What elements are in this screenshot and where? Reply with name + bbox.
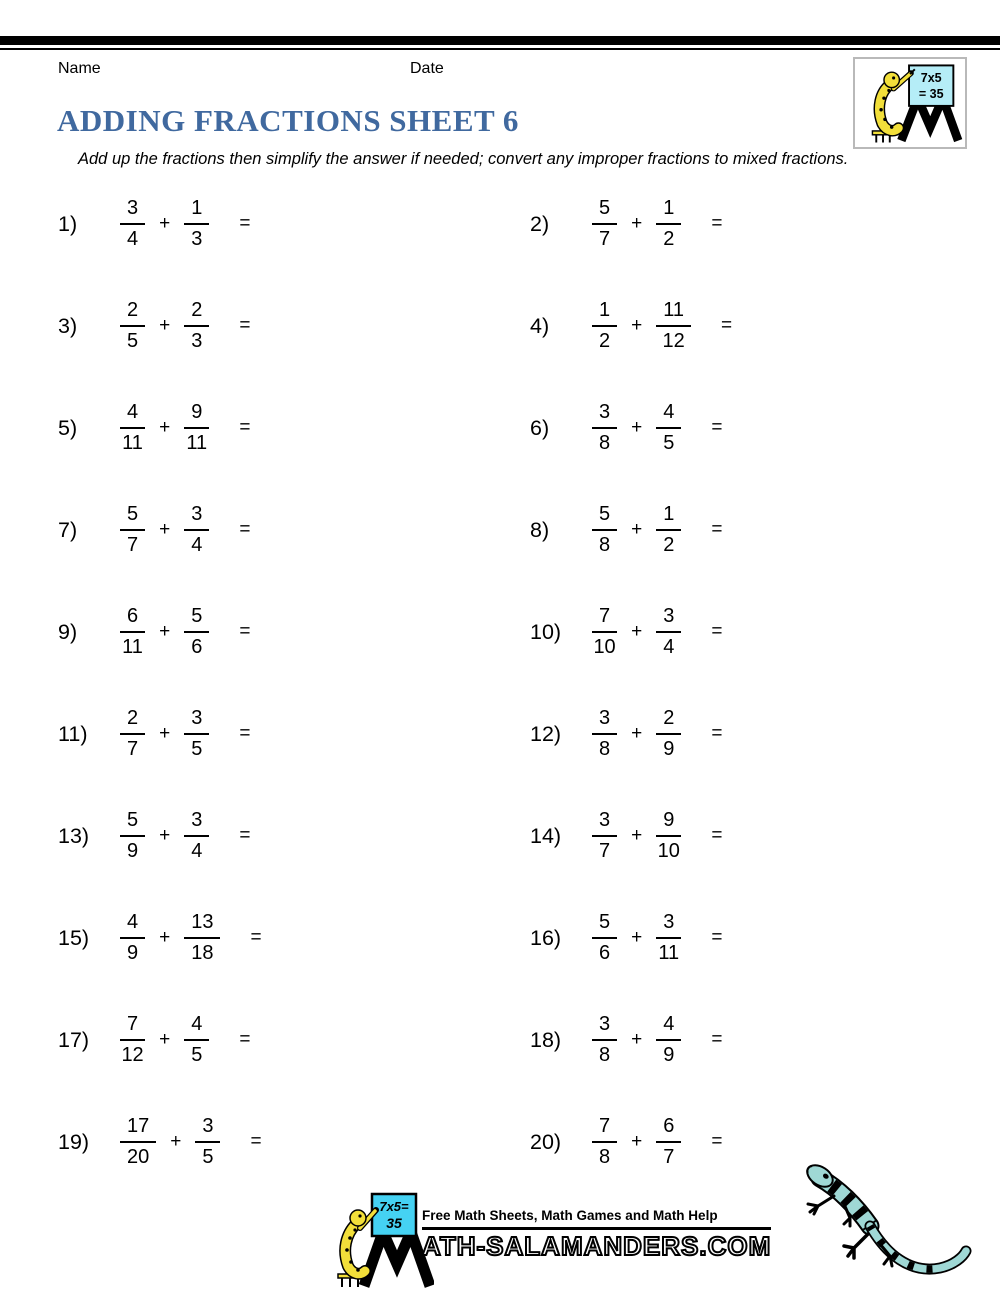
plus-operator: + [159,417,171,438]
denominator: 7 [127,534,139,556]
equals-sign: = [250,927,262,948]
numerator: 3 [592,400,617,429]
equals-sign: = [239,519,251,540]
numerator: 5 [592,910,617,939]
striped-salamander-icon [798,1160,973,1297]
denominator: 2 [663,228,675,250]
plus-operator: + [159,723,171,744]
numerator: 3 [184,808,209,837]
salamander-writing-icon [857,61,963,145]
problem-row [58,479,530,581]
plus-operator: + [159,315,171,336]
equals-sign: = [239,315,251,336]
problem-number: 16) [530,925,562,950]
problem-row [530,785,838,887]
denominator: 2 [599,330,611,352]
numerator: 2 [184,298,209,327]
plus-operator: + [631,213,643,234]
problem-row [58,785,530,887]
equals-sign: = [239,417,251,438]
fraction-second [656,910,681,966]
denominator: 5 [663,432,675,454]
problem-number: 12) [530,721,562,746]
numerator: 3 [184,706,209,735]
fraction-first [120,910,145,966]
footer-salamander-icon [330,1192,434,1290]
numerator: 17 [120,1114,156,1143]
numerator: 5 [592,196,617,225]
denominator: 11 [122,432,143,454]
equals-sign: = [711,213,723,234]
svg-text:7x5: 7x5 [920,70,942,85]
equals-sign: = [239,213,251,234]
numerator: 2 [656,706,681,735]
plus-operator: + [159,825,171,846]
numerator: 5 [120,502,145,531]
fraction-second [656,400,681,456]
denominator: 7 [663,1146,675,1168]
numerator: 4 [656,400,681,429]
problems-grid [58,173,838,1193]
fraction-first [120,400,145,456]
equals-sign: = [239,621,251,642]
denominator: 11 [122,636,143,658]
fraction-second [656,1012,681,1068]
denominator: 4 [191,840,203,862]
problem-number: 4) [530,313,550,338]
striped-salamander-graphic [798,1160,973,1292]
fraction-first [120,502,145,558]
numerator: 7 [592,604,617,633]
m-letter-icon [364,1232,430,1286]
denominator: 4 [127,228,139,250]
footer-text-block [422,1192,771,1262]
numerator: 4 [120,910,145,939]
numerator: 3 [195,1114,220,1143]
plus-operator: + [631,315,643,336]
problem-number: 14) [530,823,562,848]
numerator: 1 [184,196,209,225]
fraction-second [184,706,209,762]
problem-number: 6) [530,415,550,440]
numerator: 1 [656,196,681,225]
fraction-first [592,604,617,660]
equals-sign: = [711,927,723,948]
problem-row [530,1091,838,1193]
numerator: 9 [184,400,209,429]
problem-number: 9) [58,619,78,644]
fraction-second [656,196,681,252]
fraction-first [592,1012,617,1068]
denominator: 7 [599,228,611,250]
numerator: 4 [120,400,145,429]
problem-row [58,989,530,1091]
plus-operator: + [631,927,643,948]
fraction-first [592,298,617,354]
corner-logo-box [853,57,967,149]
top-divider-bar [0,36,1000,50]
fraction-first [592,196,617,252]
numerator: 1 [656,502,681,531]
problem-number: 20) [530,1129,562,1154]
footer-divider [422,1227,771,1230]
problem-row [530,683,838,785]
denominator: 4 [663,636,675,658]
problem-row [58,377,530,479]
problem-number: 13) [58,823,90,848]
plus-operator: + [159,1029,171,1050]
fraction-second [656,706,681,762]
numerator: 2 [120,298,145,327]
denominator: 9 [663,738,675,760]
fraction-second [184,808,209,864]
numerator: 6 [120,604,145,633]
svg-text:7x5=: 7x5= [379,1199,409,1214]
denominator: 9 [127,840,139,862]
fraction-second [656,604,681,660]
problem-number: 5) [58,415,78,440]
plus-operator: + [631,1131,643,1152]
problem-row [58,275,530,377]
denominator: 20 [127,1146,150,1168]
numerator: 5 [120,808,145,837]
fraction-first [592,808,617,864]
numerator: 3 [656,604,681,633]
fraction-second [184,196,209,252]
equals-sign: = [239,1029,251,1050]
plus-operator: + [631,723,643,744]
problem-row [530,989,838,1091]
problem-row [58,581,530,683]
fraction-first [120,298,145,354]
denominator: 8 [599,1044,611,1066]
fraction-first [120,1114,156,1170]
denominator: 10 [657,840,680,862]
fraction-first [120,706,145,762]
problem-number: 8) [530,517,550,542]
equals-sign: = [711,1029,723,1050]
plus-operator: + [631,417,643,438]
numerator: 5 [184,604,209,633]
problem-row [530,275,838,377]
fraction-first [592,706,617,762]
equals-sign: = [711,1131,723,1152]
numerator: 7 [592,1114,617,1143]
name-label: Name [58,60,101,77]
numerator: 5 [592,502,617,531]
denominator: 18 [191,942,214,964]
plus-operator: + [631,621,643,642]
equals-sign: = [711,825,723,846]
denominator: 12 [662,330,685,352]
denominator: 6 [191,636,203,658]
fraction-second [656,1114,681,1170]
numerator: 11 [656,298,691,327]
denominator: 9 [663,1044,675,1066]
denominator: 9 [127,942,139,964]
numerator: 6 [656,1114,681,1143]
denominator: 3 [191,330,203,352]
denominator: 5 [127,330,139,352]
footer-tagline: Free Math Sheets, Math Games and Math Help [422,1208,718,1223]
svg-text:= 35: = 35 [918,87,944,102]
equals-sign: = [711,417,723,438]
fraction-first [592,502,617,558]
plus-operator: + [159,213,171,234]
fraction-first [120,1012,145,1068]
fraction-second [195,1114,220,1170]
denominator: 7 [599,840,611,862]
problem-number: 19) [58,1129,90,1154]
numerator: 2 [120,706,145,735]
problem-row [58,683,530,785]
numerator: 3 [592,1012,617,1041]
problem-number: 17) [58,1027,90,1052]
denominator: 5 [191,738,203,760]
denominator: 2 [663,534,675,556]
denominator: 5 [202,1146,214,1168]
equals-sign: = [711,723,723,744]
fraction-first [592,910,617,966]
denominator: 11 [658,942,680,964]
problem-row [530,887,838,989]
problem-number: 2) [530,211,550,236]
denominator: 6 [599,942,611,964]
fraction-first [592,1114,617,1170]
denominator: 8 [599,1146,611,1168]
denominator: 8 [599,432,611,454]
equals-sign: = [239,825,251,846]
numerator: 13 [184,910,220,939]
problem-row [58,887,530,989]
page-title: ADDING FRACTIONS SHEET 6 [57,103,519,138]
problem-row [530,581,838,683]
problem-number: 15) [58,925,90,950]
numerator: 3 [184,502,209,531]
numerator: 3 [592,706,617,735]
equals-sign: = [250,1131,262,1152]
instruction-text: Add up the fractions then simplify the answer if needed; convert any improper fractions to mixed fractions. [78,150,849,168]
numerator: 4 [656,1012,681,1041]
fraction-second [184,298,209,354]
problem-number: 10) [530,619,562,644]
denominator: 7 [127,738,139,760]
problem-number: 3) [58,313,78,338]
equals-sign: = [711,519,723,540]
fraction-second [184,502,209,558]
problem-row [530,377,838,479]
plus-operator: + [631,825,643,846]
numerator: 4 [184,1012,209,1041]
fraction-second [656,502,681,558]
denominator: 12 [121,1044,144,1066]
problem-number: 1) [58,211,78,236]
denominator: 5 [191,1044,203,1066]
fraction-first [120,196,145,252]
denominator: 4 [191,534,203,556]
numerator: 1 [592,298,617,327]
salamander-writing-icon [330,1192,434,1290]
numerator: 9 [656,808,681,837]
denominator: 8 [599,738,611,760]
problem-number: 11) [58,721,88,746]
equals-sign: = [711,621,723,642]
denominator: 3 [191,228,203,250]
plus-operator: + [159,927,171,948]
numerator: 3 [120,196,145,225]
equals-sign: = [721,315,733,336]
problem-row [530,173,838,275]
problem-row [58,173,530,275]
problem-number: 18) [530,1027,562,1052]
numerator: 3 [592,808,617,837]
fraction-second [656,298,691,354]
footer-logo [330,1192,771,1290]
fraction-second [656,808,681,864]
plus-operator: + [631,1029,643,1050]
fraction-first [592,400,617,456]
fraction-first [120,808,145,864]
denominator: 11 [186,432,208,454]
numerator: 3 [656,910,681,939]
fraction-second [184,604,209,660]
equals-sign: = [239,723,251,744]
svg-text:35: 35 [386,1215,402,1231]
footer-site-name: ATH-SALAMANDERS.COM [422,1231,772,1261]
plus-operator: + [159,621,171,642]
fraction-first [120,604,145,660]
fraction-second [184,400,209,456]
plus-operator: + [159,519,171,540]
fraction-second [184,910,220,966]
denominator: 8 [599,534,611,556]
problem-row [58,1091,530,1193]
fraction-second [184,1012,209,1068]
date-label: Date [410,60,444,77]
plus-operator: + [170,1131,182,1152]
plus-operator: + [631,519,643,540]
problem-number: 7) [58,517,78,542]
denominator: 10 [593,636,616,658]
problem-row [530,479,838,581]
numerator: 7 [120,1012,145,1041]
